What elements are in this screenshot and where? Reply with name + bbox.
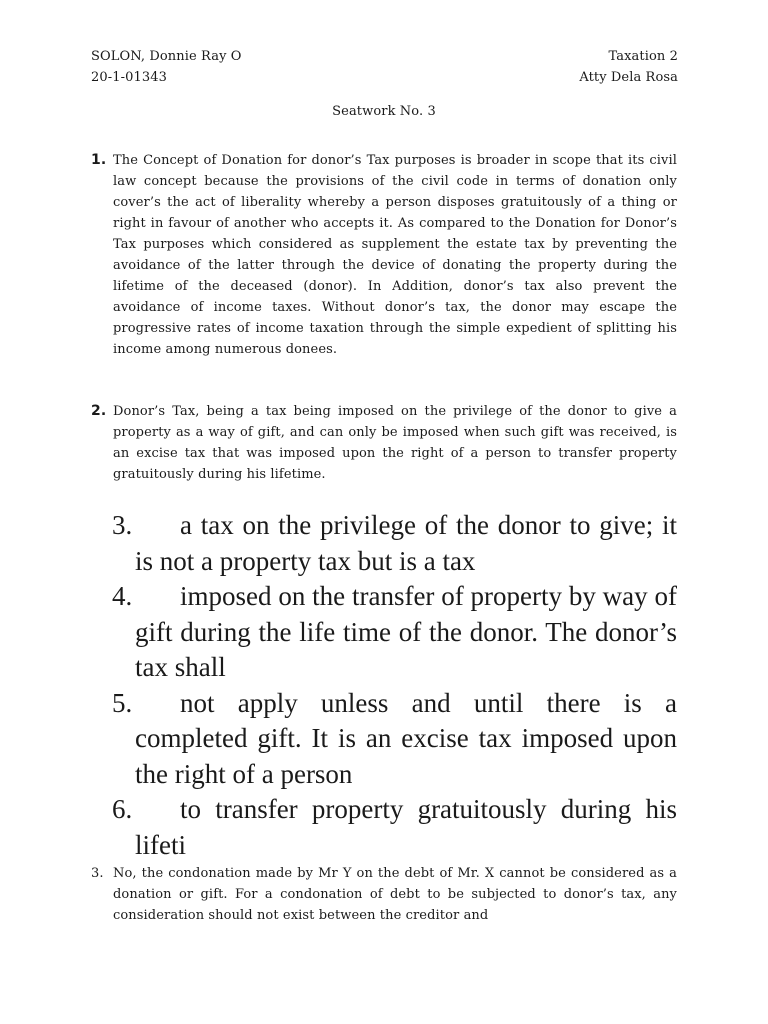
- answer-text: No, the condonation made by Mr Y on the debt of Mr. X cannot be considered as a donation or gift. For a condonation of debt to be subjected to donor’s tax, any consideration should not exist between the creditor and: [113, 866, 677, 923]
- student-name: SOLON, Donnie Ray O: [91, 49, 242, 64]
- page-title: Seatwork No. 3: [332, 104, 436, 119]
- answer-text: The Concept of Donation for donor’s Tax purposes is broader in scope that its civil law concept because the provisions of the civil code in terms of donation only cover’s the act of liberality whereby a person disposes gratuitously of a thing or right in favour of another who accepts it. As compared to the Donation for Donor’s Tax purposes which considered as supplement the estate tax by preventing the avoidance of the latter through the device of donating the property during the lifetime of the deceased (donor). In Addition, donor’s tax also prevent the avoidance of income taxes. Without donor’s tax, the donor may escape the progressive rates of income taxation through the simple expedient of splitting his income among numerous donees.: [113, 153, 677, 357]
- list-number: 4.: [112, 581, 133, 611]
- course-info: [579, 46, 678, 88]
- answer-number: 1.: [91, 152, 107, 168]
- student-id: 20-1-01343: [91, 70, 167, 85]
- pasted-list-item: [112, 579, 677, 686]
- answer-item-1: [91, 150, 677, 360]
- list-text: a tax on the privilege of the donor to give; it is not a property tax but is a tax: [135, 510, 677, 576]
- pasted-list-item: [112, 508, 677, 579]
- answer-number: 2.: [91, 403, 107, 419]
- answer-item-2: [91, 401, 677, 485]
- list-text: not apply unless and until there is a completed gift. It is an excise tax imposed upon the right of a person: [135, 687, 677, 789]
- pasted-list-item: [112, 792, 677, 863]
- list-text: imposed on the transfer of property by way of gift during the life time of the donor. The donor’s tax shall: [135, 581, 677, 682]
- list-number: 6.: [112, 794, 133, 824]
- list-text: to transfer property gratuitously during his lifeti: [135, 794, 677, 860]
- student-info: [91, 46, 242, 88]
- pasted-list-item: [112, 686, 677, 793]
- answer-number: 3.: [91, 866, 104, 881]
- pasted-list: [112, 508, 677, 863]
- course-name: Taxation 2: [608, 49, 678, 64]
- list-number: 5.: [112, 687, 133, 718]
- answer-text: Donor’s Tax, being a tax being imposed on the privilege of the donor to give a property as a way of gift, and can only be imposed when such gift was received, is an excise tax that was imposed upon the right of a person to transfer property gratuitously during his lifetime.: [113, 404, 677, 482]
- answer-item-3: [91, 863, 677, 926]
- instructor-name: Atty Dela Rosa: [579, 70, 678, 85]
- list-number: 3.: [112, 510, 133, 540]
